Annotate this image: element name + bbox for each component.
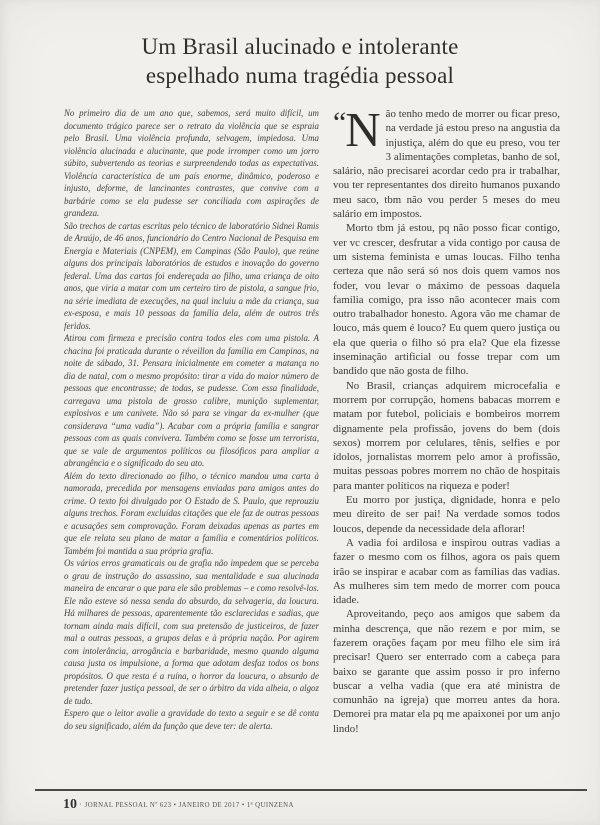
dropcap-group (332, 107, 381, 157)
column-gap (319, 107, 333, 783)
footer-separator: · (79, 800, 82, 809)
article-title-line1: Um Brasil alucinado e intolerante (141, 34, 459, 59)
letter-paragraph: Morto tbm já estou, pq não posso ficar contigo, ver vc crescer, desfrutar a vida contigo por causa de um sistema feminista e umas loucas. Filho tenha certeza que não será só nos dois quem vamos nos foder, vou levar o máximo de pessoas daquela família comigo, pra isso não acontecer mais com outro trabalhador honesto. Agora vão me chamar de louco, más quem é louco? Eu quem quero justiça ou ela que queria o filho só pra ela? Que ela fizesse inseminação artificial ou fosse trepar com um bandido que não gosta de filho. (332, 222, 560, 378)
letter-paragraph: No Brasil, crianças adquirem microcefalia e morrem por corrupção, homens babacas morrem e matam por futebol, policiais e bombeiros morrem dignamente pela profissão, jovens do bem (dois sexos) morrem por celulares, tênis, selfies e por ídolos, jornalistas morrem pelo amor à profissão, muitas pessoas pobres morrem no chão de hospitais para manter políticos na riqueza e poder! (332, 379, 560, 492)
intro-paragraph: Atirou com firmeza e precisão contra todos eles com uma pistola. A chacina foi praticada durante o réveillon da família em Campinas, na noite de sábado, 31. Pensara inicialmente em cometer a matança no dia de natal, com o mesmo propósito: tirar a vida do maior número de pessoas que encontrasse; de todas, se pudesse. Com essa finalidade, carregava uma pistola de grosso calibre, munição suplementar, explosivos e um canivete. Não só para se vingar da ex-mulher (que considerava “uma vadia”). Acabar com a própria família e sangrar pessoas com as quais convivera. Também como se fosse um terrorista, que se vale de argumentos políticos ou filosóficos para ampliar a abrangência e o significado do seu ato. (64, 333, 319, 468)
letter-column (333, 107, 560, 783)
issue-info: JORNAL PESSOAL Nº 623 • JANEIRO DE 2017 • 1ª QUINZENA (84, 802, 294, 809)
page-footer (35, 789, 587, 813)
intro-paragraph: No primeiro dia de um ano que, sabemos, será muito difícil, um documento trágico parece ser o retrato da violência que se espraia pelo Brasil. Uma violência profunda, selvagem, impiedosa. Uma violência alucinada e alucinante, que pode irromper como um jorro súbito, subvertendo as teorias e surpreendendo todas as expectativas. Violência característica de um país enorme, dinâmico, poderoso e injusto, deforme, de lancinantes contrastes, que convive com a barbárie como se ela pudesse ser conciliada com aspirações de grandeza. (64, 108, 319, 218)
page-number: 10 (63, 797, 77, 812)
article-title-line2: espelhado numa tragédia pessoal (145, 63, 455, 88)
letter-first-paragraph-text: ão tenho medo de morrer ou ficar preso, na verdade já estou preso na angustia da injustiça, além do que eu preso, vou ter 3 alimentações completas, banho de sol, salário, não precisarei acordar cedo pra ir trabalhar, vou ter representantes dos direito humanos puxando meu saco, tbm não vou perder 5 meses do meu salário em impostos. (332, 108, 560, 221)
intro-paragraph: Espero que o leitor avalie a gravidade do texto a seguir e se dê conta do seu significado, além da função que deve ter: de alerta. (64, 708, 319, 731)
article-title (0, 0, 600, 90)
intro-paragraph: São trechos de cartas escritas pelo técnico de laboratório Sidnei Ramis de Araújo, de 46 anos, funcionário do Centro Nacional de Pesquisa em Energia e Materiais (CNPEM), em Campinas (São Paulo), que reúne alguns dos principais laboratórios de estudos e inovação do governo federal. Uma das cartas foi endereçada ao filho, uma criança de oito anos, que viria a matar com um certeiro tiro de pistola, a sangue frio, na série imediata de execuções, na qual incluiu a mãe da criança, sua ex-esposa, e mais 10 pessoas da família dela, além de outros três feridos. (64, 220, 319, 331)
letter-paragraph: Aproveitando, peço aos amigos que sabem da minha descrença, que não rezem e por mim, se fazerem orações façam por meu filho ele sim irá precisar! Quero ser enterrado com a cabeça para baixo se garante que assim posso ir pro inferno buscar a velha vadia (que era até ministra de comunhão na igreja) que morreu antes da hora. Demorei pra matar ela pq me apaixonei por um anjo lindo! (332, 608, 560, 735)
letter-paragraph: A vadia foi ardilosa e inspirou outras vadias a fazer o mesmo com os filhos, agora os pais quem irão se inspirar e acabar com as famílias das vadias. As mulheres sim tem medo de morrer com pouca idade. (332, 536, 560, 607)
dropcap-letter: N (345, 107, 381, 157)
article-body (64, 107, 560, 783)
intro-paragraph: Além do texto direcionado ao filho, o técnico mandou uma carta à namorada, precedida por mensagens enviadas para amigos antes do crime. O texto foi divulgado por O Estado de S. Paulo, que reprouziu alguns trechos. Foram excluídas citações que ele faz de outras pessoas e acusações sem comprovação. Foram deixadas apenas as partes em que ele relata seu plano de matar a família e comentários políticos. Também foi mantida a sua própria grafia. (64, 470, 319, 556)
intro-column (64, 107, 319, 783)
letter-first-paragraph (333, 107, 560, 221)
letter-paragraph: Eu morro por justiça, dignidade, honra e pelo meu direito de ser pai! Na verdade somos todos loucos, depende da necessidade dela aflorar! (332, 494, 560, 535)
intro-paragraph: Os vários erros gramaticais ou de grafia não impedem que se perceba o grau de instrução do assassino, sua mentalidade e sua alucinada maneira de encarar o que para ele são problemas – e como resolvê-los. Ele não esteve só nessa senda do absurdo, da selvageria, da loucura. Há milhares de pessoas, aparentemente tão esclarecidas e sadias, que tornam ainda mais difícil, com sua pretensão de justiceiros, de fazer mal a outras pessoas, a grupos delas e à própria nação. Por agirem com intolerância, arrogância e barbaridade, mesmo quando alguma causa justa os impulsione, a forma que adotam desfaz todos os bons propósitos. O que resta é a ruína, o horror da loucura, o absurdo de pretender fazer justiça pessoal, de ser o árbitro da vida alheia, o algoz de tudo. (64, 558, 319, 706)
opening-quote-mark: “ (332, 107, 346, 139)
